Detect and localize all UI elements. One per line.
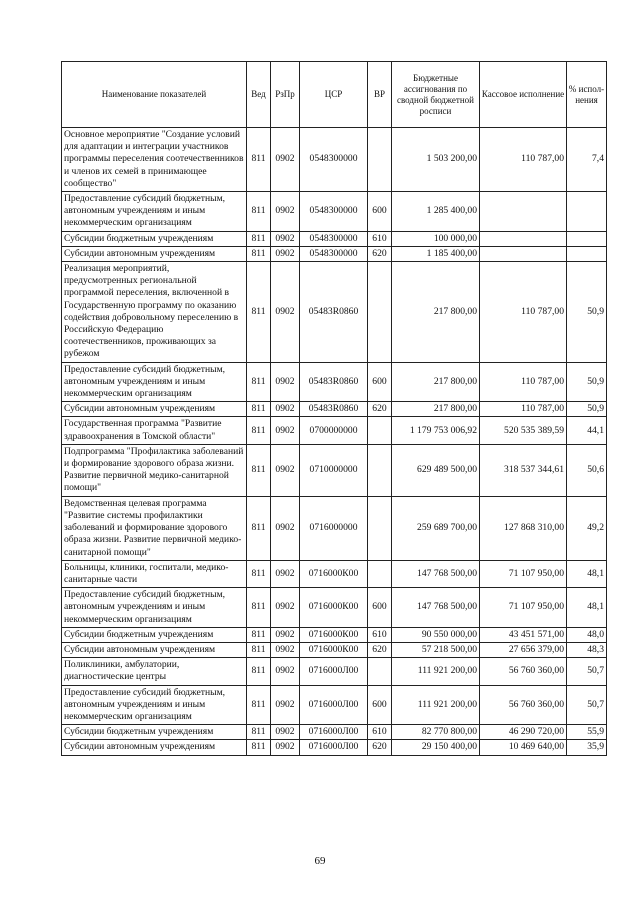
header-cash: Кассовое исполнение [480,62,567,128]
row-vr-cell [368,496,392,560]
row-rzpr-cell: 0902 [271,496,300,560]
row-vr-cell [368,560,392,587]
row-rzpr-cell: 0902 [271,231,300,246]
table-row [62,588,607,628]
row-cash-cell: 110 787,00 [480,128,567,192]
row-ved-cell: 811 [247,496,271,560]
table-row [62,725,607,740]
table-row [62,417,607,444]
row-rzpr-cell: 0902 [271,402,300,417]
row-csr-cell: 0548300000 [300,192,368,232]
row-pct-cell: 48,3 [567,642,607,657]
row-pct-cell: 50,7 [567,658,607,685]
row-csr-cell: 0716000Л00 [300,685,368,725]
table-row [62,496,607,560]
row-pct-cell: 49,2 [567,496,607,560]
row-ved-cell: 811 [247,246,271,261]
row-rzpr-cell: 0902 [271,560,300,587]
row-cash-cell: 110 787,00 [480,402,567,417]
row-rzpr-cell: 0902 [271,658,300,685]
row-name-cell: Подпрограмма "Профилактика заболеваний и формирование здорового образа жизни. Развитие первичной медико-санитарной помощи" [62,444,247,496]
row-ved-cell: 811 [247,362,271,402]
table-row [62,627,607,642]
row-vr-cell [368,658,392,685]
row-name-cell: Основное мероприятие "Создание условий для адаптации и интеграции участников программы переселения соотечественников и членов их семей в принимающее сообщество" [62,128,247,192]
row-budget-cell: 111 921 200,00 [392,658,480,685]
row-vr-cell [368,417,392,444]
row-csr-cell: 0700000000 [300,417,368,444]
row-budget-cell: 57 218 500,00 [392,642,480,657]
row-ved-cell: 811 [247,231,271,246]
row-budget-cell: 1 185 400,00 [392,246,480,261]
table-row [62,560,607,587]
row-budget-cell: 217 800,00 [392,262,480,363]
table-row [62,192,607,232]
row-budget-cell: 82 770 800,00 [392,725,480,740]
row-rzpr-cell: 0902 [271,246,300,261]
row-pct-cell: 48,1 [567,560,607,587]
row-rzpr-cell: 0902 [271,740,300,755]
row-name-cell: Поликлиники, амбулатории, диагностические центры [62,658,247,685]
row-name-cell: Предоставление субсидий бюджетным, автономным учреждениям и иным некоммерческим организациям [62,588,247,628]
table-row [62,685,607,725]
table-row [62,262,607,363]
row-rzpr-cell: 0902 [271,262,300,363]
row-pct-cell [567,192,607,232]
row-csr-cell: 0716000К00 [300,627,368,642]
row-cash-cell: 10 469 640,00 [480,740,567,755]
row-cash-cell: 520 535 389,59 [480,417,567,444]
row-budget-cell: 147 768 500,00 [392,560,480,587]
row-vr-cell [368,128,392,192]
row-pct-cell [567,231,607,246]
header-vr: ВР [368,62,392,128]
row-ved-cell: 811 [247,740,271,755]
row-name-cell: Субсидии бюджетным учреждениям [62,725,247,740]
row-ved-cell: 811 [247,444,271,496]
row-cash-cell [480,192,567,232]
row-rzpr-cell: 0902 [271,192,300,232]
row-rzpr-cell: 0902 [271,417,300,444]
row-name-cell: Субсидии бюджетным учреждениям [62,627,247,642]
row-pct-cell: 48,0 [567,627,607,642]
row-budget-cell: 217 800,00 [392,362,480,402]
row-ved-cell: 811 [247,725,271,740]
row-cash-cell: 127 868 310,00 [480,496,567,560]
row-ved-cell: 811 [247,658,271,685]
row-name-cell: Предоставление субсидий бюджетным, автономным учреждениям и иным некоммерческим организациям [62,685,247,725]
row-ved-cell: 811 [247,588,271,628]
row-cash-cell: 71 107 950,00 [480,588,567,628]
row-vr-cell: 600 [368,362,392,402]
row-ved-cell: 811 [247,685,271,725]
row-rzpr-cell: 0902 [271,725,300,740]
table-row [62,362,607,402]
table-header-row [62,62,607,128]
row-ved-cell: 811 [247,402,271,417]
row-ved-cell: 811 [247,627,271,642]
table-row [62,740,607,755]
row-cash-cell: 46 290 720,00 [480,725,567,740]
row-name-cell: Государственная программа "Развитие здравоохранения в Томской области" [62,417,247,444]
row-csr-cell: 0716000000 [300,496,368,560]
header-ved: Вед [247,62,271,128]
row-csr-cell: 0716000Л00 [300,740,368,755]
row-csr-cell: 0716000Л00 [300,725,368,740]
row-pct-cell: 55,9 [567,725,607,740]
row-cash-cell: 110 787,00 [480,262,567,363]
row-name-cell: Предоставление субсидий бюджетным, автономным учреждениям и иным некоммерческим организациям [62,362,247,402]
table-row [62,231,607,246]
row-vr-cell: 620 [368,246,392,261]
row-budget-cell: 100 000,00 [392,231,480,246]
row-vr-cell: 620 [368,740,392,755]
row-vr-cell: 610 [368,725,392,740]
row-cash-cell [480,231,567,246]
row-budget-cell: 111 921 200,00 [392,685,480,725]
row-name-cell: Субсидии бюджетным учреждениям [62,231,247,246]
row-ved-cell: 811 [247,128,271,192]
row-budget-cell: 217 800,00 [392,402,480,417]
row-budget-cell: 90 550 000,00 [392,627,480,642]
row-csr-cell: 0548300000 [300,246,368,261]
row-pct-cell: 50,7 [567,685,607,725]
row-budget-cell: 1 285 400,00 [392,192,480,232]
row-vr-cell: 600 [368,685,392,725]
row-budget-cell: 1 503 200,00 [392,128,480,192]
row-pct-cell: 44,1 [567,417,607,444]
row-name-cell: Предоставление субсидий бюджетным, автономным учреждениям и иным некоммерческим организациям [62,192,247,232]
row-cash-cell [480,246,567,261]
row-rzpr-cell: 0902 [271,642,300,657]
header-csr: ЦСР [300,62,368,128]
row-pct-cell: 50,9 [567,362,607,402]
row-name-cell: Субсидии автономным учреждениям [62,246,247,261]
row-csr-cell: 0716000К00 [300,642,368,657]
table-row [62,402,607,417]
row-vr-cell [368,444,392,496]
row-pct-cell: 48,1 [567,588,607,628]
row-csr-cell: 05483R0860 [300,262,368,363]
table-row [62,128,607,192]
row-csr-cell: 0716000К00 [300,560,368,587]
row-vr-cell [368,262,392,363]
row-rzpr-cell: 0902 [271,362,300,402]
row-vr-cell: 600 [368,192,392,232]
row-pct-cell: 35,9 [567,740,607,755]
budget-execution-table [61,61,607,756]
table-row [62,246,607,261]
row-budget-cell: 29 150 400,00 [392,740,480,755]
row-csr-cell: 0716000К00 [300,588,368,628]
row-cash-cell: 318 537 344,61 [480,444,567,496]
row-name-cell: Субсидии автономным учреждениям [62,402,247,417]
row-pct-cell: 7,4 [567,128,607,192]
row-name-cell: Больницы, клиники, госпитали, медико-санитарные части [62,560,247,587]
row-budget-cell: 629 489 500,00 [392,444,480,496]
header-rzpr: РзПр [271,62,300,128]
row-cash-cell: 110 787,00 [480,362,567,402]
row-csr-cell: 0710000000 [300,444,368,496]
row-pct-cell: 50,9 [567,402,607,417]
row-rzpr-cell: 0902 [271,627,300,642]
row-vr-cell: 610 [368,627,392,642]
header-budget: Бюджетные ассигнования по сводной бюджетной росписи [392,62,480,128]
row-csr-cell: 05483R0860 [300,402,368,417]
row-cash-cell: 56 760 360,00 [480,685,567,725]
row-csr-cell: 05483R0860 [300,362,368,402]
row-pct-cell: 50,6 [567,444,607,496]
row-csr-cell: 0548300000 [300,128,368,192]
row-budget-cell: 259 689 700,00 [392,496,480,560]
row-budget-cell: 147 768 500,00 [392,588,480,628]
row-csr-cell: 0548300000 [300,231,368,246]
row-cash-cell: 71 107 950,00 [480,560,567,587]
header-name: Наименование показателей [62,62,247,128]
table-row [62,642,607,657]
row-name-cell: Реализация мероприятий, предусмотренных региональной программой переселения, включенной в Государственную программу по оказанию содействия добровольному переселению в Российскую Федерацию соотечественников, проживающих за рубежом [62,262,247,363]
row-name-cell: Ведомственная целевая программа "Развитие системы профилактики заболеваний и формирование здорового образа жизни. Развитие первичной медико-санитарной помощи" [62,496,247,560]
row-rzpr-cell: 0902 [271,685,300,725]
row-vr-cell: 610 [368,231,392,246]
row-cash-cell: 27 656 379,00 [480,642,567,657]
row-pct-cell: 50,9 [567,262,607,363]
row-vr-cell: 620 [368,642,392,657]
row-name-cell: Субсидии автономным учреждениям [62,642,247,657]
row-cash-cell: 56 760 360,00 [480,658,567,685]
row-budget-cell: 1 179 753 006,92 [392,417,480,444]
row-ved-cell: 811 [247,560,271,587]
table-row [62,658,607,685]
header-pct: % испол-нения [567,62,607,128]
row-name-cell: Субсидии автономным учреждениям [62,740,247,755]
row-csr-cell: 0716000Л00 [300,658,368,685]
table-row [62,444,607,496]
row-ved-cell: 811 [247,417,271,444]
row-ved-cell: 811 [247,262,271,363]
row-cash-cell: 43 451 571,00 [480,627,567,642]
row-vr-cell: 600 [368,588,392,628]
row-rzpr-cell: 0902 [271,588,300,628]
row-rzpr-cell: 0902 [271,444,300,496]
table-body [62,128,607,756]
row-vr-cell: 620 [368,402,392,417]
row-ved-cell: 811 [247,192,271,232]
row-pct-cell [567,246,607,261]
row-ved-cell: 811 [247,642,271,657]
page-number: 69 [314,855,326,867]
row-rzpr-cell: 0902 [271,128,300,192]
